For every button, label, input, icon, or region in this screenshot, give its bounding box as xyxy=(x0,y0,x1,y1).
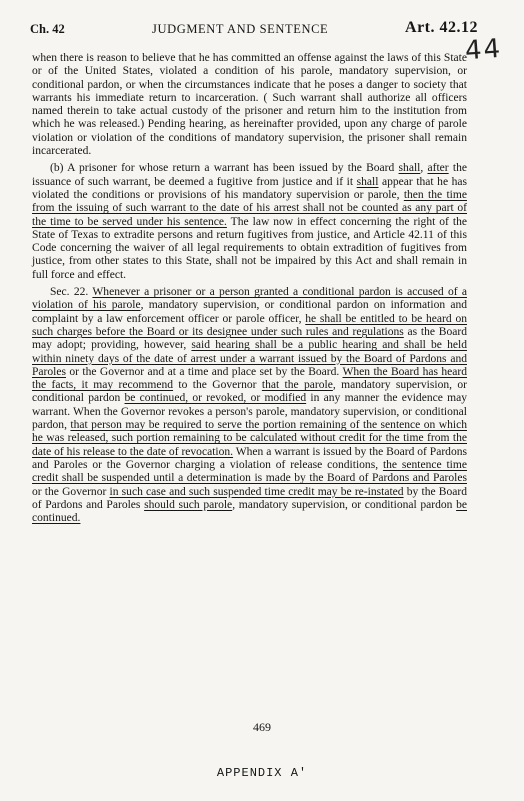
text-run: when there is reason to believe that he has committed an offense against the laws of this State or of the United States, violated a condition of his parole, mandatory supervision, or conditional pardon, or when the circumstances indicate that he poses a danger to society that warrants his immediate return to incarceration. ( Such warrant shall authorize all officers named therein to take actual custody of the prisoner and return him to the institution from which he was released.) Pending hearing, as hereinafter provided, upon any charge of parole violation or violation of the conditions of mandatory supervision, the prisoner shall remain incarcerated. xyxy=(32,52,467,158)
section-22 xyxy=(32,286,467,525)
appendix-label: APPENDIX A' xyxy=(216,766,308,780)
text-run: or the Governor and at a time and place set by the Board. xyxy=(66,365,343,378)
underlined-text: then the time from the issuing of such warrant to the date of his arrest shall not be counted as any part of the time to be served under his sentence. xyxy=(32,188,467,228)
underlined-text: should such parole xyxy=(144,498,233,511)
text-run: as the Board may adopt; providing, however, xyxy=(32,325,467,352)
text-run: When a warrant is issued by the Board of Pardons and Paroles or the Governor charging a violation of release conditions, xyxy=(32,445,467,471)
article-number: Art. 42.12 xyxy=(405,19,478,36)
chapter-label: Ch. 42 xyxy=(30,22,65,36)
underlined-text: Whenever a prisoner or a person granted a conditional pardon is accused of a violation of his parole xyxy=(32,286,467,312)
text-run: Sec. 22. xyxy=(50,286,93,299)
underlined-text: shall xyxy=(356,175,379,188)
page-header xyxy=(30,19,478,44)
paragraph-continued xyxy=(32,52,467,158)
text-run: , mandatory supervision, or conditional pardon xyxy=(232,498,457,511)
underlined-text: he shall be entitled to be heard on such charges before the Board or its designee under such rules and regulations xyxy=(32,312,468,338)
underlined-text: said hearing shall be a public hearing and shall be held within ninety days of the date of arrest under a warrant issued by the Board of Pardons and Paroles xyxy=(32,339,467,378)
page-number: 469 xyxy=(253,720,271,734)
text-run: , mandatory supervision, or conditional pardon xyxy=(32,379,468,405)
underlined-text: When the Board has heard the facts, it may recommend xyxy=(32,365,467,392)
underlined-text: the sentence time credit shall be suspended until a determination is made by the Board of Pardons and Paroles xyxy=(32,458,468,485)
text-run: , xyxy=(420,162,428,175)
underlined-text: in such case and such suspended time credit may be re-instated xyxy=(109,485,404,498)
underlined-text: after xyxy=(427,162,449,175)
statute-body xyxy=(32,52,467,529)
text-run: the issuance of such warrant, be deemed a fugitive from justice and if it xyxy=(32,162,467,188)
paragraph-b xyxy=(32,162,467,282)
underlined-text: be continued, or revoked, or modified xyxy=(124,392,307,405)
text-run: (b) A prisoner for whose return a warrant has been issued by the Board xyxy=(50,162,399,175)
running-title: JUDGMENT AND SENTENCE xyxy=(152,22,329,36)
underlined-text: be continued. xyxy=(32,498,467,525)
text-run: , mandatory supervision, or conditional pardon on information and complaint by a law enforcement officer or parole officer, xyxy=(32,299,467,325)
underlined-text: shall xyxy=(398,162,421,175)
handwritten-page-note: 44 xyxy=(463,33,504,67)
underlined-text: that person may be required to serve the portion remaining of the sentence on which he was released, such portion remaining to be calculated without credit for the time from the date of his release to the date of revocation. xyxy=(32,419,467,458)
text-run: to the Governor xyxy=(173,379,262,392)
text-run: in any manner the evidence may warrant. When the Governor revokes a person's parole, mandatory supervision, or conditional pardon, xyxy=(32,392,467,432)
text-run: appear that he has violated the conditions or provisions of his mandatory supervision or parole, xyxy=(32,175,468,201)
text-run: or the Governor xyxy=(32,485,110,498)
text-run: The law now in effect concerning the right of the State of Texas to extradite persons and return fugitives from justice, and Article 42.11 of this Code concerning the waiver of all legal requirements to obtain extradition of fugitives from justice, from other states to this State, shall not be impaired by this Act and shall remain in full force and effect. xyxy=(32,215,467,281)
text-run: by the Board of Pardons and Paroles xyxy=(32,485,467,511)
underlined-text: that the parole xyxy=(261,379,333,392)
